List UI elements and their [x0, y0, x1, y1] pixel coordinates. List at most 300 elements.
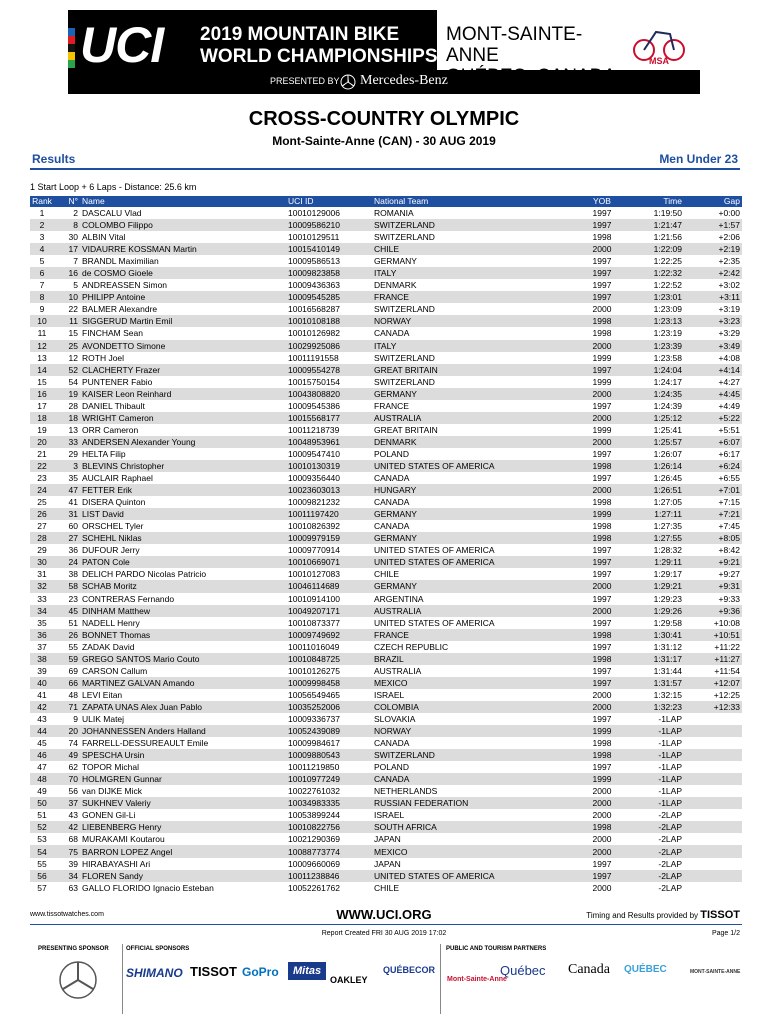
cell-yob: 2000	[592, 786, 612, 797]
cell-name: CLACHERTY Frazer	[80, 364, 286, 376]
table-row	[30, 472, 742, 484]
cell-name: ORSCHEL Tyler	[82, 521, 144, 532]
cell-uci-id: 10009545285	[286, 291, 372, 303]
table-row	[30, 689, 742, 701]
header-divider	[30, 168, 740, 170]
cell-yob: 2000	[582, 580, 622, 592]
partner-canada: Canada	[568, 962, 610, 977]
sponsor-tissot: TISSOT	[190, 964, 237, 979]
cell-gap: +6:17	[718, 448, 740, 459]
cell-uci-id: 10022761032	[288, 786, 341, 797]
cell-bib: 70	[54, 773, 80, 785]
cell-time: -1LAP	[658, 762, 682, 773]
cell-bib: 22	[68, 304, 78, 315]
cell-name: GONEN Gil-Li	[82, 810, 136, 821]
cell-name: SCHAB Moritz	[80, 580, 286, 592]
table-row	[30, 833, 742, 845]
cell-uci-id: 10009821232	[288, 497, 341, 508]
cell-rank: 20	[30, 436, 54, 448]
cell-time: -2LAP	[658, 810, 682, 821]
cell-national-team: FRANCE	[372, 629, 582, 641]
cell-time: 1:26:14	[622, 460, 684, 472]
cell-name: COLOMBO Filippo	[80, 219, 286, 231]
cell-gap: +3:23	[684, 315, 742, 327]
cell-bib: 7	[73, 256, 78, 267]
cell-rank: 8	[30, 291, 54, 303]
cell-uci-id: 10010977249	[286, 773, 372, 785]
cell-rank: 49	[37, 786, 47, 797]
cell-bib: 13	[68, 424, 78, 435]
cell-gap	[684, 858, 742, 870]
cell-rank: 28	[30, 532, 54, 544]
cell-bib: 60	[68, 521, 78, 532]
table-row	[30, 448, 742, 460]
cell-bib: 56	[68, 786, 78, 797]
cell-bib: 38	[68, 569, 78, 580]
cell-rank: 55	[37, 858, 47, 869]
event-line-1: 2019 MOUNTAIN BIKE	[200, 24, 400, 45]
cell-time: 1:30:41	[622, 629, 684, 641]
cell-gap	[684, 713, 742, 725]
cell-uci-id: 10009547410	[288, 448, 341, 459]
table-row	[30, 773, 742, 785]
cell-yob: 1999	[582, 773, 622, 785]
cell-bib: 47	[54, 484, 80, 496]
table-header-row	[30, 196, 742, 207]
cell-name: SUKHNEV Valeriy	[80, 797, 286, 809]
official-sponsors-label: OFFICIAL SPONSORS	[126, 946, 190, 952]
cell-national-team: CANADA	[374, 497, 410, 508]
uci-url[interactable]: WWW.UCI.ORG	[336, 907, 432, 922]
cell-rank: 40	[30, 677, 54, 689]
cell-uci-id: 10009880543	[286, 749, 372, 761]
cell-gap	[684, 870, 742, 882]
cell-time: 1:25:12	[622, 412, 684, 424]
cell-time: 1:24:35	[622, 388, 684, 400]
cell-bib: 11	[54, 315, 80, 327]
cell-yob: 1998	[592, 521, 612, 532]
cell-gap: +6:24	[684, 460, 742, 472]
cell-national-team: ISRAEL	[374, 810, 405, 821]
cell-bib: 29	[68, 448, 78, 459]
table-row	[30, 532, 742, 544]
cell-gap: +8:42	[718, 545, 740, 556]
cell-rank: 25	[37, 497, 47, 508]
cell-national-team: FRANCE	[374, 400, 409, 411]
cell-uci-id: 10009660069	[288, 858, 341, 869]
cell-national-team: JAPAN	[374, 858, 401, 869]
results-label: Results	[32, 152, 76, 166]
cell-uci-id: 10010130319	[286, 460, 372, 472]
venue-line-2: QUÉBEC, CANADA	[446, 66, 616, 87]
cell-name: PUNTENER Fabio	[82, 376, 153, 387]
cell-time: 1:26:51	[622, 484, 684, 496]
cell-uci-id: 10009545386	[288, 400, 341, 411]
cell-time: -2LAP	[622, 821, 684, 833]
cell-gap	[684, 797, 742, 809]
cell-time: 1:23:58	[653, 352, 682, 363]
cell-gap: +10:51	[684, 629, 742, 641]
cell-name: de COSMO Gioele	[80, 267, 286, 279]
table-row	[30, 665, 742, 677]
table-row	[30, 520, 742, 532]
table-row	[30, 544, 742, 556]
cell-time: -1LAP	[622, 725, 684, 737]
cell-name: NADELL Henry	[82, 617, 140, 628]
cell-uci-id: 10048953961	[286, 436, 372, 448]
cell-gap	[684, 882, 742, 894]
cell-rank: 46	[30, 749, 54, 761]
cell-gap: +3:29	[718, 328, 740, 339]
cell-time: -1LAP	[658, 786, 682, 797]
cell-rank: 30	[30, 556, 54, 568]
cell-name: ANDERSEN Alexander Young	[80, 436, 286, 448]
results-table	[30, 196, 742, 894]
cell-national-team: CZECH REPUBLIC	[374, 641, 449, 652]
cell-gap: +9:21	[684, 556, 742, 568]
cell-rank: 52	[30, 821, 54, 833]
cell-national-team: HUNGARY	[372, 484, 582, 496]
cell-uci-id: 10011016049	[288, 641, 340, 652]
cell-gap	[684, 821, 742, 833]
cell-gap	[684, 785, 742, 797]
cell-name: VIDAURRE KOSSMAN Martin	[80, 243, 286, 255]
cell-rank: 9	[39, 304, 45, 315]
cell-gap: +9:27	[718, 569, 740, 580]
table-row	[30, 556, 742, 568]
cell-gap: +2:35	[718, 256, 740, 267]
cell-national-team: ROMANIA	[374, 208, 414, 219]
cell-yob: 1997	[592, 569, 612, 580]
cell-time: 1:23:19	[653, 328, 682, 339]
cell-gap: +12:07	[684, 677, 742, 689]
presented-by-label: PRESENTED BY	[270, 76, 340, 86]
cell-time: 1:29:23	[653, 593, 682, 604]
page-title: CROSS-COUNTRY OLYMPIC	[248, 108, 520, 130]
cell-name: MURAKAMI Koutarou	[82, 834, 165, 845]
cell-rank: 3	[39, 232, 45, 243]
cell-gap: +0:00	[718, 208, 740, 219]
cell-bib: 52	[54, 364, 80, 376]
cell-yob: 1997	[592, 256, 612, 267]
cell-gap: +11:22	[714, 641, 740, 652]
sponsor-divider	[440, 944, 441, 1014]
cell-national-team: CANADA	[372, 773, 582, 785]
cell-yob: 1997	[592, 617, 612, 628]
cell-national-team: CANADA	[374, 328, 410, 339]
cell-bib: 42	[54, 821, 80, 833]
cell-rank: 10	[30, 315, 54, 327]
col-rank: Rank	[30, 196, 54, 207]
cell-time: 1:21:56	[653, 232, 682, 243]
cell-uci-id: 10052439089	[286, 725, 372, 737]
cell-name: DINHAM Matthew	[80, 605, 286, 617]
cell-uci-id: 10010822756	[286, 821, 372, 833]
cell-yob: 1999	[582, 725, 622, 737]
cell-bib: 58	[54, 580, 80, 592]
cell-uci-id: 10010127083	[288, 569, 341, 580]
cell-time: -2LAP	[658, 834, 682, 845]
cell-yob: 1997	[592, 280, 612, 291]
presenting-sponsor-label: PRESENTING SPONSOR	[38, 946, 109, 952]
cell-national-team: FRANCE	[372, 291, 582, 303]
col-time: Time	[622, 196, 684, 207]
cell-time: 1:23:39	[622, 340, 684, 352]
cell-gap: +9:36	[684, 605, 742, 617]
cell-uci-id: 10056549465	[288, 689, 341, 700]
cell-uci-id: 10015410149	[286, 243, 372, 255]
cell-name: van DIJKE Mick	[82, 786, 142, 797]
cell-bib: 36	[68, 545, 78, 556]
cell-name: FINCHAM Sean	[82, 328, 143, 339]
cell-time: 1:27:05	[653, 497, 682, 508]
cell-time: 1:19:50	[653, 208, 682, 219]
cell-gap: +8:05	[684, 532, 742, 544]
cell-yob: 2000	[592, 689, 612, 700]
cell-rank: 18	[30, 412, 54, 424]
cell-yob: 1997	[582, 219, 622, 231]
cell-name: BONNET Thomas	[80, 629, 286, 641]
cell-yob: 1997	[592, 665, 612, 676]
cell-uci-id: 10010108188	[286, 315, 372, 327]
cell-time: 1:22:25	[653, 256, 682, 267]
table-row	[30, 267, 742, 279]
cell-gap: +6:07	[684, 436, 742, 448]
cell-uci-id: 10029925086	[286, 340, 372, 352]
cell-rank: 19	[37, 424, 47, 435]
table-row	[30, 568, 742, 580]
table-row	[30, 593, 742, 605]
cell-uci-id: 10011191558	[288, 352, 339, 363]
cell-gap: +3:19	[718, 304, 740, 315]
cell-uci-id: 10021290369	[288, 834, 341, 845]
cell-time: 1:25:41	[653, 424, 682, 435]
cell-rank: 50	[30, 797, 54, 809]
cell-national-team: UNITED STATES OF AMERICA	[372, 870, 582, 882]
timing-brand: TISSOT	[700, 909, 740, 921]
cell-gap: +11:27	[684, 653, 742, 665]
cell-name: CONTRERAS Fernando	[82, 593, 175, 604]
cell-name: LIST David	[80, 508, 286, 520]
championship-title	[200, 24, 440, 68]
cell-national-team: MEXICO	[372, 845, 582, 857]
cell-bib: 74	[68, 738, 78, 749]
cell-bib: 2	[73, 208, 78, 219]
cell-gap	[684, 845, 742, 857]
venue-text	[446, 24, 626, 87]
cell-rank: 12	[30, 340, 54, 352]
cell-yob: 1997	[592, 448, 612, 459]
cell-yob: 1998	[592, 497, 612, 508]
table-row	[30, 617, 742, 629]
cell-name: ORR Cameron	[82, 424, 139, 435]
cell-national-team: DENMARK	[374, 280, 417, 291]
cell-rank: 53	[37, 834, 47, 845]
cell-uci-id: 10053899244	[288, 810, 341, 821]
cell-time: 1:22:09	[622, 243, 684, 255]
table-row	[30, 219, 742, 231]
cell-gap: +4:14	[684, 364, 742, 376]
table-row	[30, 761, 742, 773]
cell-yob: 1997	[582, 291, 622, 303]
cell-yob: 1999	[592, 424, 612, 435]
cell-uci-id: 10009984617	[288, 738, 341, 749]
mercedes-star-icon	[340, 74, 356, 90]
cell-uci-id: 10011197420	[286, 508, 372, 520]
cell-gap: +9:31	[684, 580, 742, 592]
cell-rank: 56	[30, 870, 54, 882]
col-bib: N°	[54, 196, 80, 207]
cell-national-team: CHILE	[374, 882, 400, 893]
cell-rank: 54	[30, 845, 54, 857]
cell-uci-id: 10088773774	[286, 845, 372, 857]
cell-time: 1:26:07	[653, 448, 682, 459]
table-row	[30, 412, 742, 424]
table-row	[30, 508, 742, 520]
cell-bib: 71	[54, 701, 80, 713]
cell-time: 1:31:44	[653, 665, 682, 676]
cell-bib: 5	[73, 280, 78, 291]
cell-gap	[684, 761, 742, 773]
cell-name: FETTER Erik	[80, 484, 286, 496]
cell-bib: 51	[68, 617, 78, 628]
cell-rank: 45	[37, 738, 47, 749]
cell-name: DISERA Quinton	[82, 497, 146, 508]
cell-time: -1LAP	[622, 749, 684, 761]
cell-national-team: SOUTH AFRICA	[372, 821, 582, 833]
cell-bib: 8	[54, 219, 80, 231]
cell-national-team: COLOMBIA	[372, 701, 582, 713]
cell-time: 1:27:55	[622, 532, 684, 544]
cell-rank: 29	[37, 545, 47, 556]
col-national-team: National Team	[372, 196, 582, 207]
cell-name: MARTINEZ GALVAN Amando	[80, 677, 286, 689]
cell-yob: 1998	[582, 460, 622, 472]
cell-national-team: ARGENTINA	[374, 593, 424, 604]
cell-yob: 1999	[592, 376, 612, 387]
uci-logo: UCI	[80, 17, 164, 73]
cell-yob: 1997	[592, 545, 612, 556]
cell-time: 1:27:35	[653, 521, 682, 532]
cell-yob: 2000	[592, 882, 612, 893]
cell-national-team: CANADA	[374, 738, 410, 749]
cell-uci-id: 10010669071	[286, 556, 372, 568]
cell-time: 1:26:45	[653, 473, 682, 484]
cell-bib: 37	[54, 797, 80, 809]
cell-bib: 63	[68, 882, 78, 893]
cell-bib: 16	[54, 267, 80, 279]
cell-time: -2LAP	[658, 858, 682, 869]
cell-gap: +4:45	[684, 388, 742, 400]
cell-rank: 51	[37, 810, 47, 821]
cell-yob: 1997	[592, 641, 612, 652]
table-row	[30, 737, 742, 749]
cell-uci-id: 10016568287	[288, 304, 341, 315]
cell-gap: +7:45	[718, 521, 740, 532]
cell-yob: 2000	[582, 484, 622, 496]
cell-rank: 35	[37, 617, 47, 628]
cell-time: 1:23:01	[622, 291, 684, 303]
cell-yob: 2000	[592, 304, 612, 315]
cell-time: -2LAP	[622, 845, 684, 857]
cell-rank: 14	[30, 364, 54, 376]
cell-national-team: GERMANY	[374, 256, 417, 267]
cell-gap: +11:54	[714, 665, 740, 676]
results-body	[30, 207, 742, 894]
cell-time: 1:27:11	[622, 508, 684, 520]
cell-national-team: GERMANY	[372, 508, 582, 520]
cell-rank: 31	[37, 569, 47, 580]
cell-time: -2LAP	[622, 870, 684, 882]
cell-name: LEVI Eitan	[82, 689, 123, 700]
partner-quebec: Québec	[500, 963, 546, 978]
cell-bib: 66	[54, 677, 80, 689]
cell-yob: 1997	[582, 677, 622, 689]
cell-national-team: UNITED STATES OF AMERICA	[372, 556, 582, 568]
table-row	[30, 797, 742, 809]
cell-uci-id: 10046114689	[286, 580, 372, 592]
cell-uci-id: 10015750154	[288, 376, 341, 387]
cell-time: 1:23:09	[653, 304, 682, 315]
cell-uci-id: 10011218739	[288, 424, 340, 435]
cell-bib: 31	[54, 508, 80, 520]
cell-uci-id: 10010126982	[288, 328, 341, 339]
tissot-website[interactable]: www.tissotwatches.com	[30, 911, 104, 918]
cell-bib: 34	[54, 870, 80, 882]
event-line-2: WORLD CHAMPIONSHIPS	[200, 46, 438, 67]
cell-bib: 23	[68, 593, 78, 604]
cell-rank: 7	[39, 280, 45, 291]
cell-bib: 69	[68, 665, 78, 676]
cell-name: DASCALU Vlad	[82, 208, 142, 219]
cell-yob: 1999	[582, 508, 622, 520]
cell-rank: 27	[37, 521, 47, 532]
cell-uci-id: 10009436363	[288, 280, 341, 291]
cell-national-team: POLAND	[374, 448, 409, 459]
cell-uci-id: 10009998458	[286, 677, 372, 689]
table-row	[30, 629, 742, 641]
cell-rank: 1	[39, 208, 45, 219]
page-number: Page 1/2	[711, 930, 740, 937]
cell-rank: 38	[30, 653, 54, 665]
cell-bib: 54	[68, 376, 78, 387]
cell-national-team: AUSTRALIA	[372, 412, 582, 424]
cell-uci-id: 10043808820	[286, 388, 372, 400]
cell-gap: +2:42	[684, 267, 742, 279]
cell-national-team: DENMARK	[372, 436, 582, 448]
cell-yob: 1997	[592, 400, 612, 411]
cell-time: -1LAP	[622, 773, 684, 785]
cell-national-team: SWITZERLAND	[374, 304, 435, 315]
table-row	[30, 713, 742, 725]
cell-name: ROTH Joel	[82, 352, 125, 363]
partner-msa-tourism: MONT-SAINTE-ANNE	[690, 969, 741, 975]
table-row	[30, 460, 742, 472]
table-row	[30, 641, 742, 653]
cell-bib: 30	[68, 232, 78, 243]
cell-name: HOLMGREN Gunnar	[80, 773, 286, 785]
cell-national-team: ITALY	[372, 340, 582, 352]
table-row	[30, 605, 742, 617]
cell-gap: +7:01	[684, 484, 742, 496]
cell-name: GREGO SANTOS Mario Couto	[80, 653, 286, 665]
cell-name: DUFOUR Jerry	[82, 545, 140, 556]
timing-credit	[586, 909, 740, 921]
partner-mont-sainte-anne: Mont-Sainte-Anne	[447, 976, 507, 983]
cell-gap: +3:49	[684, 340, 742, 352]
table-row	[30, 496, 742, 508]
cell-bib: 55	[68, 641, 78, 652]
